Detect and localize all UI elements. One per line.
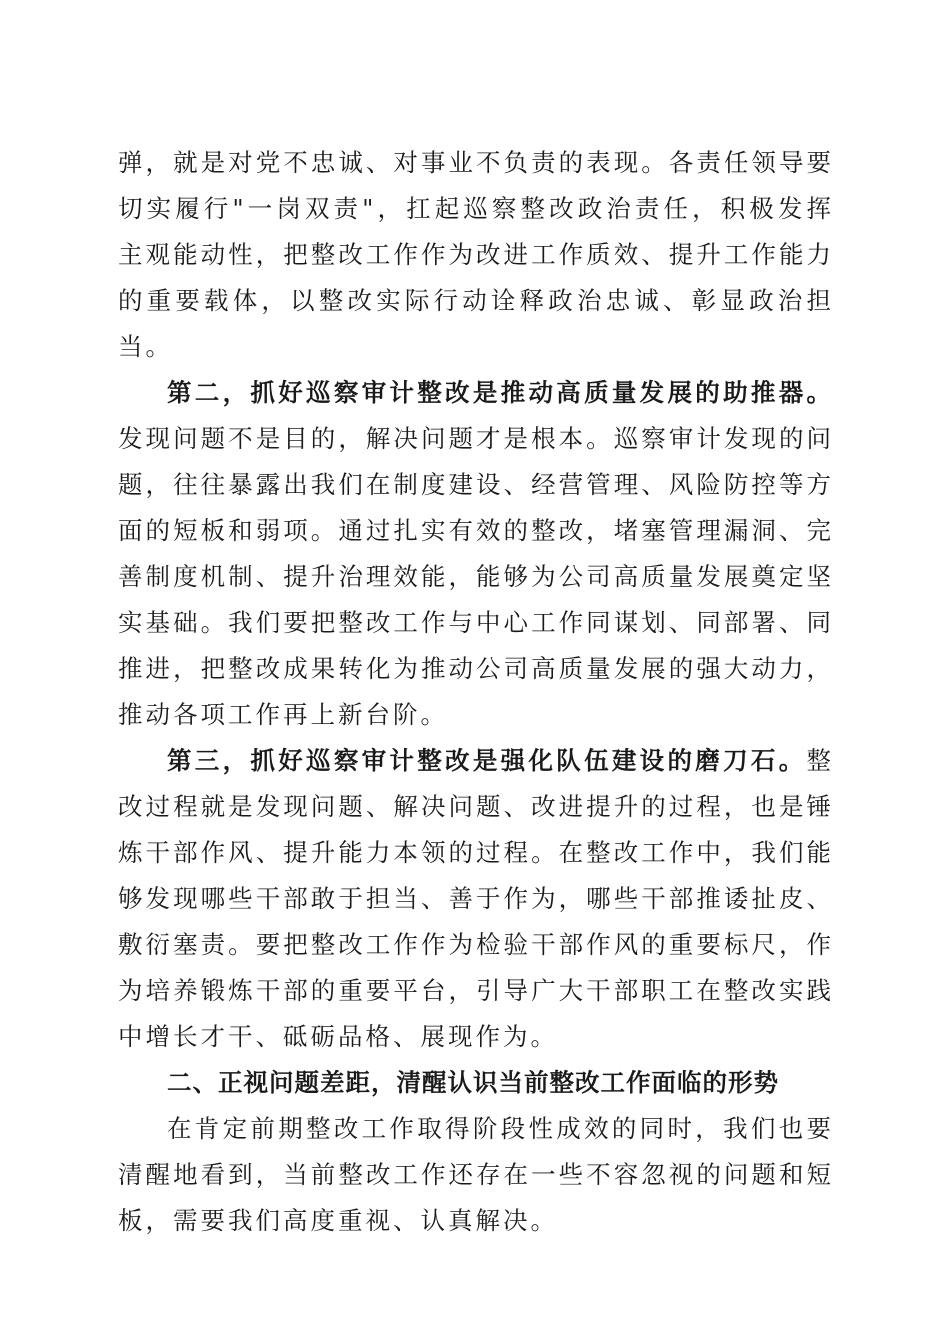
paragraph-lead-second: 第二，抓好巡察审计整改是推动高质量发展的助推器。 (167, 378, 834, 407)
paragraph-section-two-intro: 在肯定前期整改工作取得阶段性成效的同时，我们也要清醒地看到，当前整改工作还存在一些不容忽视的问题和短板，需要我们高度重视、认真解决。 (118, 1114, 834, 1235)
paragraph-body-third: 整改过程就是发现问题、解决问题、改进提升的过程，也是锤炼干部作风、提升能力本领的过程。在整改工作中，我们能够发现哪些干部敢于担当、善于作为，哪些干部推诿扯皮、敷衍塞责。要把整改工作作为检验干部作风的重要标尺，作为培养锻炼干部的重要平台，引导广大干部职工在整改实践中增长才干、砥砺品格、展现作为。 (118, 746, 834, 1051)
document-body (118, 140, 834, 1244)
paragraph-continuation: 弹，就是对党不忠诚、对事业不负责的表现。各责任领导要切实履行"一岗双责"，扛起巡察整改政治责任，积极发挥主观能动性，把整改工作作为改进工作质效、提升工作能力的重要载体，以整改实际行动诠释政治忠诚、彰显政治担当。 (118, 148, 834, 361)
paragraph-second-point (118, 370, 834, 738)
paragraph-lead-third: 第三，抓好巡察审计整改是强化队伍建设的磨刀石。 (167, 746, 807, 775)
paragraph-body-second: 发现问题不是目的，解决问题才是根本。巡察审计发现的问题，往往暴露出我们在制度建设、经营管理、风险防控等方面的短板和弱项。通过扎实有效的整改，堵塞管理漏洞、完善制度机制、提升治理效能，能够为公司高质量发展奠定坚实基础。我们要把整改工作与中心工作同谋划、同部署、同推进，把整改成果转化为推动公司高质量发展的强大动力，推动各项工作再上新台阶。 (118, 424, 834, 729)
section-heading-two: 二、正视问题差距，清醒认识当前整改工作面临的形势 (167, 1068, 779, 1097)
paragraph-third-point (118, 738, 834, 1060)
